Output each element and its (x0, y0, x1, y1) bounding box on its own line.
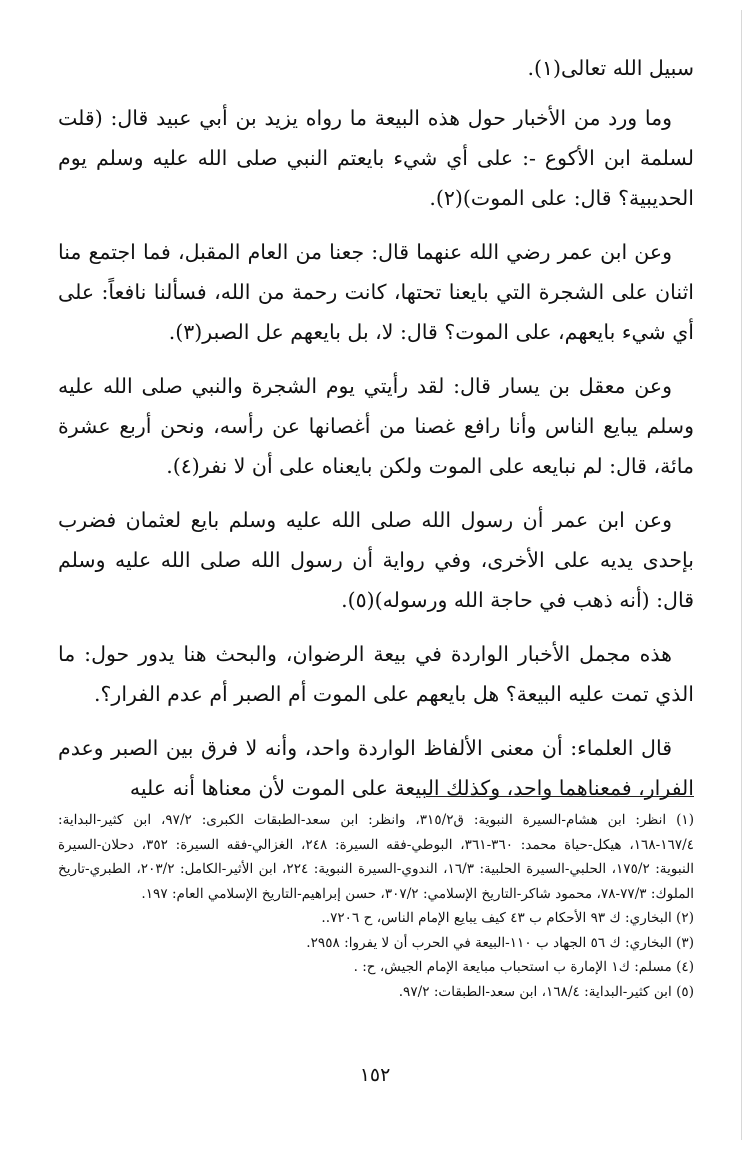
paragraph-scholars: قال العلماء: أن معنى الألفاظ الواردة واحد، وأنه لا فرق بين الصبر وعدم الفرار، فمعناهما واحد، وكذلك البيعة على الموت لأن معناها أنه عليه (58, 736, 694, 800)
footnote-4: (٤) مسلم: ك١ الإمارة ب استحباب مبايعة الإمام الجيش، ح: . (353, 959, 694, 975)
footnote-2: (٢) البخاري: ك ٩٣ الأحكام ب ٤٣ كيف يبايع الإمام الناس، ح ٧٢٠٦.. (321, 910, 694, 926)
paragraph-summary: هذه مجمل الأخبار الواردة في بيعة الرضوان، والبحث هنا يدور حول: ما الذي تمت عليه البيعة؟ هل بايعهم على الموت أم الصبر أم عدم الفرار؟. (58, 642, 694, 706)
paragraph-narration-ibn-umar: وعن ابن عمر رضي الله عنهما قال: جعنا من العام المقبل، فما اجتمع منا اثنان على الشجرة التي بايعنا تحتها، كانت رحمة من الله، فسألنا نافعاً: على أي شيء بايعهم، على الموت؟ قال: لا، بل بايعهم عل الصبر(٣). (58, 240, 694, 344)
paragraph-narration-uthman: وعن ابن عمر أن رسول الله صلى الله عليه وسلم بايع لعثمان فضرب بإحدى يديه على الأخرى، وفي رواية أن رسول الله صلى الله عليه وسلم قال: (أنه ذهب في حاجة الله ورسوله)(٥). (58, 508, 694, 612)
page-edge-line (741, 10, 742, 1140)
main-text (58, 48, 694, 822)
paragraph-continuation: سبيل الله تعالى(١). (527, 56, 694, 80)
footnote-5: (٥) ابن كثير-البداية: ١٦٨/٤، ابن سعد-الطبقات: ٩٧/٢. (398, 983, 694, 1000)
paragraph-narration-maqil: وعن معقل بن يسار قال: لقد رأيتي يوم الشجرة والنبي صلى الله عليه وسلم يبايع الناس وأنا رافع غصنا من أغصانها عن رأسه، ونحن أربع عشرة مائة، قال: لم نبايعه على الموت ولكن بايعناه على أن لا نفر(٤). (58, 374, 694, 478)
paragraph-narration-yazid: وما ورد من الأخبار حول هذه البيعة ما رواه يزيد بن أبي عبيد قال: (قلت لسلمة ابن الأكوع -: على أي شيء بايعتم النبي صلى الله عليه وسلم يوم الحديبية؟ قال: على الموت)(٢). (58, 106, 694, 210)
footnotes (58, 808, 694, 1004)
footnote-1: (١) انظر: ابن هشام-السيرة النبوية: ق٣١٥/٢، وانظر: ابن سعد-الطبقات الكبرى: ٩٧/٢، ابن كثير-البداية: ١٦٧/٤-١٦٨، هيكل-حياة محمد: ٣٦٠-٣٦١، البوطي-فقه السيرة: ٢٤٨، الغزالي-فقه السيرة: ٣٥٢، دحلان-السيرة النبوية: ١٧٥/٢، الحلبي-السيرة الحلبية: ١٦/٣، الندوي-السيرة النبوية: ٢٢٤، ابن الأثير-الكامل: ٢٠٣/٢، الطبري-تاريخ الملوك: ٧٧/٣-٧٨، محمود شاكر-التاريخ الإسلامي: ٣٠٧/٢، حسن إبراهيم-التاريخ الإسلامي العام: ١٩٧. (58, 812, 695, 902)
footnote-separator (426, 796, 694, 797)
page-number: ١٥٢ (359, 1064, 391, 1086)
footnote-3: (٣) البخاري: ك ٥٦ الجهاد ب ١١٠-البيعة في الحرب أن لا يفروا: ٢٩٥٨. (306, 934, 694, 951)
